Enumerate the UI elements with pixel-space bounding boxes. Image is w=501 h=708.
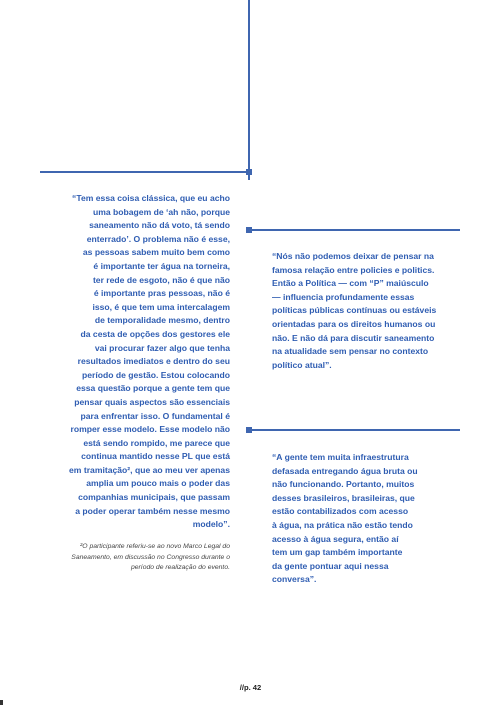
vertical-rule	[248, 0, 250, 172]
vertical-rule-stub	[248, 172, 250, 180]
rule-left	[40, 171, 248, 173]
rule-right-bottom	[248, 429, 460, 431]
quote-right-bottom: “A gente tem muita infraestrutura defasada entregando água bruta ou não funcionando. Portanto, muitos desses brasileiros, brasileiras, que estão contabilizados com acesso à água, na prática não estão tendo acesso à água segura, então aí tem um gap também importante da gente pontuar aqui nessa conversa”.	[272, 452, 418, 585]
rule-junction-mid	[246, 227, 252, 233]
quote-right-top: “Nós não podemos deixar de pensar na famosa relação entre policies e politics. Então a Política — com “P” maiúsculo — influencia profundamente essas políticas públicas contínuas ou estáveis orientadas para os direitos humanos ou não. E não dá para discutir saneamento na atualidade sem pensar no contexto político atual”.	[272, 251, 437, 370]
quote-left: “Tem essa coisa clássica, que eu acho uma bobagem de ‘ah não, porque saneamento não dá voto, tá sendo enterrado’. O problema não é esse, as pessoas sabem muito bem como é importante ter água na torneira, ter rede de esgoto, não é que não é importante pras pessoas, não é isso, é que tem uma intercalagem de temporalidade mesmo, dentro da cesta de opções dos gestores ele vai procurar fazer algo que tenha resultados imediatos e dentro do seu período de gestão. Estou colocando essa questão porque a gente tem que pensar quais aspectos são essenciais para enfrentar isso. O fundamental é romper esse modelo. Esse modelo não está sendo rompido, me parece que continua mantido nesse PL que está em tramitação², que ao meu ver apenas amplia um pouco mais o poder das companhias municipais, que passam a poder operar também nesse mesmo modelo”.	[69, 193, 230, 530]
rule-right-top	[248, 229, 460, 231]
page-number: //p. 42	[239, 683, 262, 692]
rule-junction-bottom	[246, 427, 252, 433]
crop-mark	[0, 700, 3, 705]
footnote: ²O participante referiu-se ao novo Marco Legal do Saneamento, em discussão no Congresso durante o período de realização do evento.	[71, 543, 230, 571]
